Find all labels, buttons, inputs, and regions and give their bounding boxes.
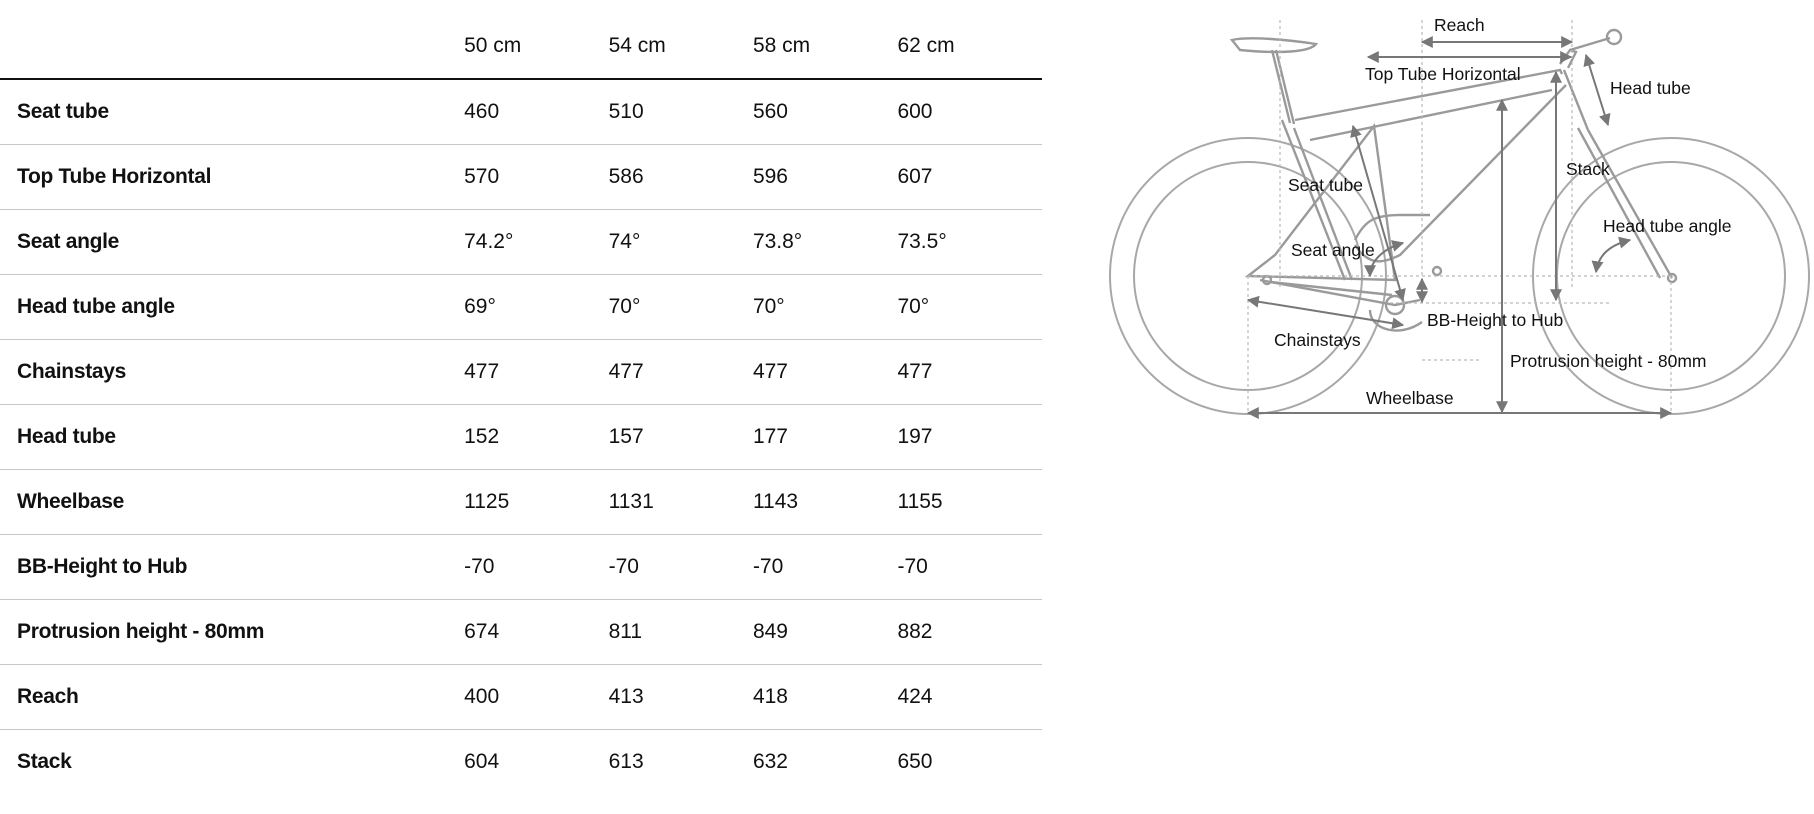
table-cell: 177 bbox=[753, 405, 898, 470]
bike-geometry-diagram bbox=[1100, 0, 1814, 430]
label-seat-angle: Seat angle bbox=[1291, 240, 1375, 260]
table-cell: 477 bbox=[609, 340, 753, 405]
table-row bbox=[0, 145, 1042, 210]
label-chainstays: Chainstays bbox=[1274, 330, 1361, 350]
table-cell: 152 bbox=[464, 405, 609, 470]
table-cell: 600 bbox=[897, 79, 1042, 145]
table-cell: -70 bbox=[753, 535, 898, 600]
column-header-size: 50 cm bbox=[464, 14, 609, 79]
table-cell: 73.5° bbox=[897, 210, 1042, 275]
header-empty-cell bbox=[0, 14, 464, 79]
table-cell: 570 bbox=[464, 145, 609, 210]
table-cell: 418 bbox=[753, 665, 898, 730]
geometry-table bbox=[0, 14, 1042, 794]
table-cell: -70 bbox=[464, 535, 609, 600]
table-cell: 70° bbox=[897, 275, 1042, 340]
table-cell: 882 bbox=[897, 600, 1042, 665]
row-label: Seat tube bbox=[0, 79, 464, 145]
label-seat-tube: Seat tube bbox=[1288, 175, 1363, 195]
row-label: Stack bbox=[17, 750, 72, 773]
table-cell: 400 bbox=[464, 665, 609, 730]
table-cell: 477 bbox=[897, 340, 1042, 405]
row-label: Seat angle bbox=[0, 210, 464, 275]
table-cell: 460 bbox=[464, 79, 609, 145]
label-reach: Reach bbox=[1434, 15, 1485, 35]
column-header-size: 54 cm bbox=[609, 14, 753, 79]
table-header-row bbox=[0, 14, 1042, 79]
table-cell: -70 bbox=[897, 535, 1042, 600]
table-row bbox=[0, 340, 1042, 405]
column-header-size: 58 cm bbox=[753, 14, 898, 79]
table-cell: 1155 bbox=[897, 470, 1042, 535]
table-cell: 613 bbox=[608, 750, 644, 773]
table-row bbox=[0, 210, 1042, 275]
table-row bbox=[0, 405, 1042, 470]
row-label: Head tube angle bbox=[0, 275, 464, 340]
row-label: Protrusion height - 80mm bbox=[0, 600, 464, 665]
table-cell: 69° bbox=[464, 275, 609, 340]
table-cell: 70° bbox=[753, 275, 898, 340]
label-bb-height: BB-Height to Hub bbox=[1427, 310, 1564, 330]
label-head-tube: Head tube bbox=[1610, 78, 1691, 98]
label-protrusion: Protrusion height - 80mm bbox=[1510, 351, 1707, 371]
row-label: Top Tube Horizontal bbox=[0, 145, 464, 210]
table-cell: 1143 bbox=[753, 470, 898, 535]
table-row bbox=[0, 470, 1042, 535]
table-cell: 650 bbox=[897, 750, 933, 773]
table-cell: 632 bbox=[752, 750, 788, 773]
table-row bbox=[0, 665, 1042, 730]
table-row bbox=[0, 600, 1042, 665]
table-cell: 1131 bbox=[609, 470, 753, 535]
table-cell: 1125 bbox=[464, 470, 609, 535]
table-cell: 73.8° bbox=[753, 210, 898, 275]
table-cell: 74° bbox=[609, 210, 753, 275]
table-row bbox=[0, 275, 1042, 340]
table-cell: 74.2° bbox=[464, 210, 609, 275]
row-label: BB-Height to Hub bbox=[0, 535, 464, 600]
table-cell: 604 bbox=[464, 750, 500, 773]
label-stack: Stack bbox=[1566, 159, 1610, 179]
table-cell: 811 bbox=[609, 600, 753, 665]
label-top-tube: Top Tube Horizontal bbox=[1365, 64, 1521, 84]
table-cell: 70° bbox=[609, 275, 753, 340]
table-row bbox=[0, 535, 1042, 600]
table-cell: -70 bbox=[609, 535, 753, 600]
label-wheelbase: Wheelbase bbox=[1366, 388, 1454, 408]
label-head-tube-angle: Head tube angle bbox=[1603, 216, 1732, 236]
row-label: Head tube bbox=[0, 405, 464, 470]
table-cell: 560 bbox=[753, 79, 898, 145]
table-cell: 197 bbox=[897, 405, 1042, 470]
table-cell: 849 bbox=[753, 600, 898, 665]
table-cell: 586 bbox=[609, 145, 753, 210]
table-cell: 510 bbox=[609, 79, 753, 145]
table-cell: 596 bbox=[753, 145, 898, 210]
column-header-size: 62 cm bbox=[897, 14, 1042, 79]
table-cell: 477 bbox=[464, 340, 609, 405]
table-cell: 413 bbox=[609, 665, 753, 730]
table-cell: 674 bbox=[464, 600, 609, 665]
table-row bbox=[0, 79, 1042, 145]
table-cell: 607 bbox=[897, 145, 1042, 210]
row-label: Chainstays bbox=[0, 340, 464, 405]
table-cell: 157 bbox=[609, 405, 753, 470]
row-label: Reach bbox=[0, 665, 464, 730]
table-cell: 424 bbox=[897, 665, 1042, 730]
row-label: Wheelbase bbox=[0, 470, 464, 535]
table-cell: 477 bbox=[753, 340, 898, 405]
table-row bbox=[0, 730, 1042, 795]
